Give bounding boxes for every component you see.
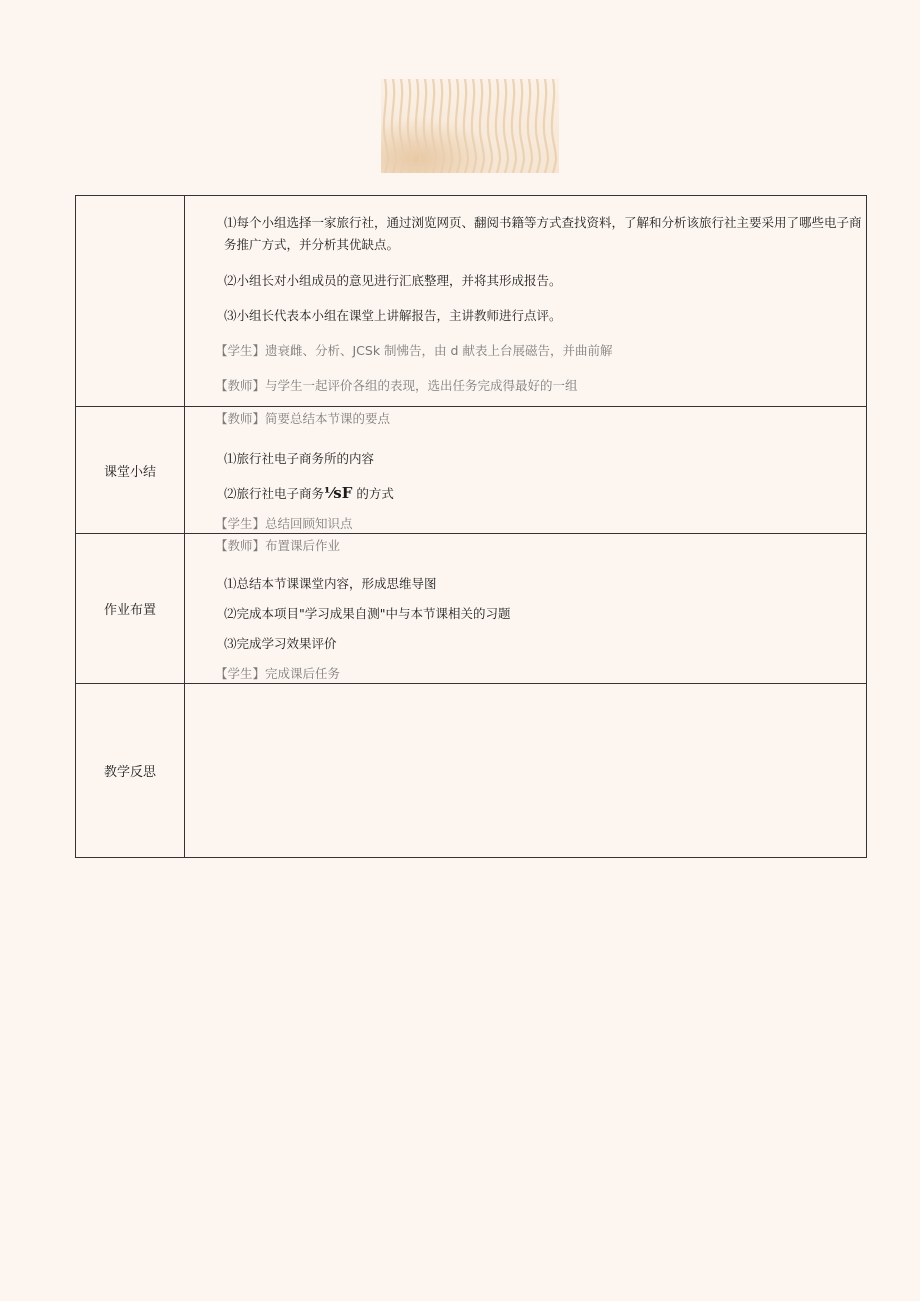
teacher-evaluation-note: 【教师】与学生一起评价各组的表现，选出任务完成得最好的一组: [215, 378, 578, 393]
homework-content-cell: [185, 534, 867, 684]
summary-item-1: ⑴旅行社电子商务所的内容: [224, 451, 375, 466]
lesson-plan-table: [75, 195, 867, 858]
summary-item-2-garbled: ⅟sF: [324, 484, 353, 502]
activity-item-2: ⑵小组长对小组成员的意见进行汇底整理，并将其形成报告。: [224, 273, 562, 288]
row-label-empty: [76, 196, 185, 407]
reflection-content-cell: [185, 684, 867, 858]
homework-student-note: 【学生】完成课后任务: [215, 666, 341, 681]
table-row-reflection: [76, 684, 867, 858]
header-decorative-image: [381, 79, 559, 173]
activity-content-cell: [185, 196, 867, 407]
summary-item-2-prefix: ⑵旅行社电子商务: [224, 486, 325, 501]
activity-item-1: [224, 212, 864, 256]
activity-item-1-text: ⑴每个小组选择一家旅行社，通过浏览网页、翻阅书籍等方式查找资料，了解和分析该旅行社主要采用了哪些电子商务推广方式，并分析其优缺点。: [224, 215, 862, 252]
table-row-activity: [76, 196, 867, 407]
summary-content-cell: [185, 407, 867, 534]
summary-teacher-note: 【教师】简要总结本节课的要点: [215, 411, 391, 426]
summary-item-2: [224, 482, 394, 505]
row-label-summary: 课堂小结: [76, 407, 185, 534]
summary-item-2-suffix: 的方式: [352, 486, 394, 501]
table-row-summary: [76, 407, 867, 534]
table-row-homework: [76, 534, 867, 684]
homework-item-1: ⑴总结本节课课堂内容，形成思维导图: [224, 576, 437, 591]
summary-student-note: 【学生】总结回顾知识点: [215, 516, 353, 531]
activity-item-3: ⑶小组长代表本小组在课堂上讲解报告，主讲教师进行点评。: [224, 308, 562, 323]
homework-teacher-note: 【教师】布置课后作业: [215, 538, 341, 553]
homework-item-2: ⑵完成本项目"学习成果自测"中与本节课相关的习题: [224, 606, 511, 621]
row-label-homework: 作业布置: [76, 534, 185, 684]
student-activity-note: 【学生】遗衰雌、分析、JCSk 制怫告，由 d 献表上台展磁告，并曲前解: [215, 343, 613, 358]
row-label-reflection: 教学反思: [76, 684, 185, 858]
homework-item-3: ⑶完成学习效果评价: [224, 636, 337, 651]
